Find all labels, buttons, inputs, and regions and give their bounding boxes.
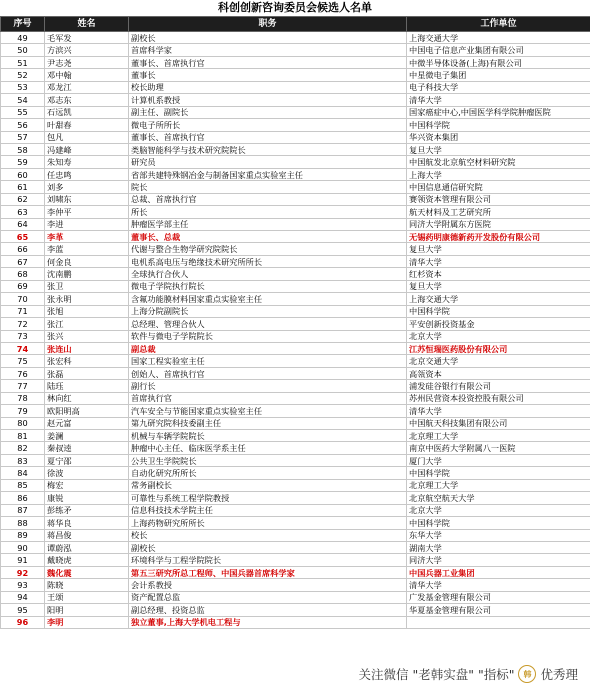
cell-organization: 红杉资本 xyxy=(407,268,590,280)
cell-number: 60 xyxy=(1,168,45,180)
cell-number: 73 xyxy=(1,330,45,342)
cell-title: 微电子学院执行院长 xyxy=(129,280,407,292)
cell-organization: 北京交通大学 xyxy=(407,355,590,367)
cell-organization: 浦发硅谷银行有限公司 xyxy=(407,380,590,392)
cell-organization: 江苏恒瑞医药股份有限公司 xyxy=(407,342,590,354)
table-row[interactable] xyxy=(1,218,590,230)
table-row[interactable] xyxy=(1,504,590,516)
cell-organization: 同济大学附属东方医院 xyxy=(407,218,590,230)
cell-number: 53 xyxy=(1,81,45,93)
cell-organization: 厦门大学 xyxy=(407,454,590,466)
cell-title: 软件与微电子学院院长 xyxy=(129,330,407,342)
cell-title: 省部共建特殊钢冶金与制备国家重点实验室主任 xyxy=(129,168,407,180)
table-row[interactable] xyxy=(1,492,590,504)
table-row[interactable] xyxy=(1,541,590,553)
table-row[interactable] xyxy=(1,392,590,404)
cell-title: 总经理、管理合伙人 xyxy=(129,318,407,330)
column-header-number[interactable]: 序号 xyxy=(1,17,45,32)
cell-name: 张兴 xyxy=(45,330,129,342)
cell-title: 环境科学与工程学院院长 xyxy=(129,554,407,566)
cell-organization: 苏州民营资本投资控股有限公司 xyxy=(407,392,590,404)
cell-title: 董事长、总裁 xyxy=(129,231,407,243)
cell-organization: 北京大学 xyxy=(407,504,590,516)
brand-logo-icon: 韩 xyxy=(518,665,536,683)
cell-title: 代谢与整合生物学研究院院长 xyxy=(129,243,407,255)
cell-title: 信息科技技术学院主任 xyxy=(129,504,407,516)
cell-name: 邓中翰 xyxy=(45,69,129,81)
cell-name: 任忠鸣 xyxy=(45,168,129,180)
table-row[interactable] xyxy=(1,318,590,330)
watermark-brand: 优秀理 xyxy=(540,667,578,682)
cell-number: 82 xyxy=(1,442,45,454)
cell-organization: 中国科学院 xyxy=(407,517,590,529)
table-row[interactable] xyxy=(1,591,590,603)
cell-name: 刘啸东 xyxy=(45,193,129,205)
cell-name: 戴晓虎 xyxy=(45,554,129,566)
table-row[interactable] xyxy=(1,380,590,392)
table-row[interactable] xyxy=(1,305,590,317)
cell-organization: 北京理工大学 xyxy=(407,479,590,491)
cell-title: 含氟功能膜材料国家重点实验室主任 xyxy=(129,293,407,305)
cell-name: 魏化震 xyxy=(45,566,129,578)
cell-name: 夏宁邵 xyxy=(45,454,129,466)
table-row[interactable] xyxy=(1,517,590,529)
cell-number: 50 xyxy=(1,44,45,56)
table-row[interactable] xyxy=(1,156,590,168)
cell-organization: 复旦大学 xyxy=(407,143,590,155)
cell-organization: 中国兵器工业集团 xyxy=(407,566,590,578)
cell-title: 副总经理、投资总监 xyxy=(129,604,407,616)
cell-title: 公共卫生学院院长 xyxy=(129,454,407,466)
cell-name: 李革 xyxy=(45,231,129,243)
cell-number: 74 xyxy=(1,342,45,354)
table-row[interactable] xyxy=(1,32,590,44)
cell-title: 副主任、副院长 xyxy=(129,106,407,118)
cell-name: 邓龙江 xyxy=(45,81,129,93)
table-row[interactable] xyxy=(1,69,590,81)
cell-organization: 东华大学 xyxy=(407,529,590,541)
table-row[interactable] xyxy=(1,181,590,193)
cell-number: 86 xyxy=(1,492,45,504)
cell-title: 第九研究院科技委副主任 xyxy=(129,417,407,429)
cell-name: 邓志东 xyxy=(45,94,129,106)
table-header xyxy=(1,17,590,32)
cell-title: 全球执行合伙人 xyxy=(129,268,407,280)
cell-organization: 同济大学 xyxy=(407,554,590,566)
cell-number: 87 xyxy=(1,504,45,516)
cell-title: 肿瘤医学部主任 xyxy=(129,218,407,230)
cell-number: 68 xyxy=(1,268,45,280)
table-row[interactable] xyxy=(1,94,590,106)
table-row[interactable] xyxy=(1,579,590,591)
cell-title: 独立董事,上海大学机电工程与 xyxy=(129,616,407,628)
cell-name: 林向红 xyxy=(45,392,129,404)
cell-title: 董事长、首席执行官 xyxy=(129,131,407,143)
cell-title: 副总裁 xyxy=(129,342,407,354)
table-row[interactable] xyxy=(1,604,590,616)
cell-title: 创始人、首席执行官 xyxy=(129,367,407,379)
cell-name: 徐波 xyxy=(45,467,129,479)
cell-title: 上海分院副院长 xyxy=(129,305,407,317)
cell-title: 副行长 xyxy=(129,380,407,392)
cell-name: 石远凯 xyxy=(45,106,129,118)
table-row[interactable] xyxy=(1,81,590,93)
table-row[interactable] xyxy=(1,442,590,454)
cell-number: 88 xyxy=(1,517,45,529)
cell-name: 阳明 xyxy=(45,604,129,616)
cell-title: 肿瘤中心主任、临床医学系主任 xyxy=(129,442,407,454)
cell-number: 71 xyxy=(1,305,45,317)
cell-organization: 高瓴资本 xyxy=(407,367,590,379)
cell-name: 张卫 xyxy=(45,280,129,292)
cell-number: 92 xyxy=(1,566,45,578)
table-row[interactable] xyxy=(1,231,590,243)
cell-name: 叶甜春 xyxy=(45,119,129,131)
cell-organization: 清华大学 xyxy=(407,255,590,267)
cell-number: 94 xyxy=(1,591,45,603)
cell-title: 院长 xyxy=(129,181,407,193)
table-row[interactable] xyxy=(1,280,590,292)
cell-name: 陆珏 xyxy=(45,380,129,392)
cell-number: 65 xyxy=(1,231,45,243)
cell-organization: 国家癌症中心,中国医学科学院肿瘤医院 xyxy=(407,106,590,118)
cell-title: 汽车安全与节能国家重点实验室主任 xyxy=(129,405,407,417)
table-row[interactable] xyxy=(1,44,590,56)
cell-name: 姜澜 xyxy=(45,430,129,442)
cell-name: 沈南鹏 xyxy=(45,268,129,280)
cell-name: 蒋华良 xyxy=(45,517,129,529)
cell-number: 91 xyxy=(1,554,45,566)
table-row[interactable] xyxy=(1,255,590,267)
table-row[interactable] xyxy=(1,417,590,429)
cell-title: 总裁、首席执行官 xyxy=(129,193,407,205)
cell-name: 谭蔚泓 xyxy=(45,541,129,553)
cell-organization: 复旦大学 xyxy=(407,280,590,292)
cell-number: 79 xyxy=(1,405,45,417)
cell-number: 75 xyxy=(1,355,45,367)
cell-organization: 上海交通大学 xyxy=(407,293,590,305)
cell-number: 76 xyxy=(1,367,45,379)
cell-title: 首席科学家 xyxy=(129,44,407,56)
table-row[interactable] xyxy=(1,566,590,578)
cell-title: 副校长 xyxy=(129,32,407,44)
table-row[interactable] xyxy=(1,131,590,143)
wechat-watermark xyxy=(250,662,590,686)
cell-name: 尹志尧 xyxy=(45,56,129,68)
cell-name: 李进 xyxy=(45,218,129,230)
cell-number: 56 xyxy=(1,119,45,131)
cell-organization xyxy=(407,616,590,628)
cell-name: 康锐 xyxy=(45,492,129,504)
cell-name: 何金良 xyxy=(45,255,129,267)
table-body xyxy=(1,32,590,629)
cell-title: 类脑智能科学与技术研究院院长 xyxy=(129,143,407,155)
cell-number: 81 xyxy=(1,430,45,442)
cell-organization: 中微半导体设备(上海)有限公司 xyxy=(407,56,590,68)
cell-title: 微电子所所长 xyxy=(129,119,407,131)
cell-name: 张宏科 xyxy=(45,355,129,367)
table-row[interactable] xyxy=(1,430,590,442)
cell-title: 校长 xyxy=(129,529,407,541)
cell-number: 72 xyxy=(1,318,45,330)
table-row[interactable] xyxy=(1,56,590,68)
cell-organization: 北京理工大学 xyxy=(407,430,590,442)
cell-organization: 清华大学 xyxy=(407,579,590,591)
cell-number: 55 xyxy=(1,106,45,118)
table-row[interactable] xyxy=(1,193,590,205)
cell-name: 秦叔逵 xyxy=(45,442,129,454)
table-row[interactable] xyxy=(1,467,590,479)
cell-number: 57 xyxy=(1,131,45,143)
cell-number: 49 xyxy=(1,32,45,44)
table-row[interactable] xyxy=(1,243,590,255)
table-row[interactable] xyxy=(1,119,590,131)
cell-organization: 上海大学 xyxy=(407,168,590,180)
cell-organization: 中国电子信息产业集团有限公司 xyxy=(407,44,590,56)
cell-organization: 无锡药明康德新药开发股份有限公司 xyxy=(407,231,590,243)
cell-name: 张磊 xyxy=(45,367,129,379)
cell-title: 自动化研究所所长 xyxy=(129,467,407,479)
cell-title: 董事长 xyxy=(129,69,407,81)
cell-name: 梅宏 xyxy=(45,479,129,491)
cell-name: 陈晓 xyxy=(45,579,129,591)
cell-name: 张旭 xyxy=(45,305,129,317)
cell-number: 89 xyxy=(1,529,45,541)
column-header-name[interactable]: 姓名 xyxy=(45,17,129,32)
cell-number: 64 xyxy=(1,218,45,230)
cell-title: 第五三研究所总工程师、中国兵器首席科学家 xyxy=(129,566,407,578)
cell-organization: 航天材料及工艺研究所 xyxy=(407,206,590,218)
cell-title: 会计系教授 xyxy=(129,579,407,591)
cell-number: 80 xyxy=(1,417,45,429)
table-row[interactable] xyxy=(1,330,590,342)
cell-organization: 电子科技大学 xyxy=(407,81,590,93)
cell-number: 85 xyxy=(1,479,45,491)
cell-number: 52 xyxy=(1,69,45,81)
cell-organization: 北京大学 xyxy=(407,330,590,342)
cell-number: 83 xyxy=(1,454,45,466)
cell-number: 96 xyxy=(1,616,45,628)
cell-organization: 复旦大学 xyxy=(407,243,590,255)
cell-organization: 中星微电子集团 xyxy=(407,69,590,81)
cell-organization: 平安创新投资基金 xyxy=(407,318,590,330)
cell-organization: 华夏基金管理有限公司 xyxy=(407,604,590,616)
cell-number: 51 xyxy=(1,56,45,68)
cell-name: 彭练矛 xyxy=(45,504,129,516)
cell-organization: 湖南大学 xyxy=(407,541,590,553)
cell-title: 副校长 xyxy=(129,541,407,553)
table-row[interactable] xyxy=(1,616,590,628)
cell-name: 王颂 xyxy=(45,591,129,603)
cell-number: 58 xyxy=(1,143,45,155)
cell-name: 方滨兴 xyxy=(45,44,129,56)
cell-title: 计算机系教授 xyxy=(129,94,407,106)
cell-organization: 赛领资本管理有限公司 xyxy=(407,193,590,205)
cell-number: 66 xyxy=(1,243,45,255)
cell-number: 59 xyxy=(1,156,45,168)
cell-number: 95 xyxy=(1,604,45,616)
cell-name: 毛军发 xyxy=(45,32,129,44)
cell-number: 84 xyxy=(1,467,45,479)
table-row[interactable] xyxy=(1,405,590,417)
cell-name: 冯建峰 xyxy=(45,143,129,155)
cell-organization: 中国航发北京航空材料研究院 xyxy=(407,156,590,168)
watermark-item-2: "指标" xyxy=(477,667,515,682)
cell-title: 所长 xyxy=(129,206,407,218)
sheet-title: 科创创新咨询委员会候选人名单 xyxy=(218,1,372,14)
cell-name: 刘多 xyxy=(45,181,129,193)
table-row[interactable] xyxy=(1,454,590,466)
column-header-organization[interactable]: 工作单位 xyxy=(407,17,590,32)
cell-name: 李明 xyxy=(45,616,129,628)
table-row[interactable] xyxy=(1,106,590,118)
cell-number: 69 xyxy=(1,280,45,292)
cell-number: 78 xyxy=(1,392,45,404)
cell-name: 蒋昌俊 xyxy=(45,529,129,541)
cell-organization: 清华大学 xyxy=(407,94,590,106)
cell-name: 张连山 xyxy=(45,342,129,354)
table-row[interactable] xyxy=(1,293,590,305)
cell-name: 张江 xyxy=(45,318,129,330)
cell-organization: 中国航天科技集团有限公司 xyxy=(407,417,590,429)
cell-title: 董事长、首席执行官 xyxy=(129,56,407,68)
cell-number: 70 xyxy=(1,293,45,305)
cell-name: 欧阳明高 xyxy=(45,405,129,417)
table-row[interactable] xyxy=(1,268,590,280)
cell-organization: 清华大学 xyxy=(407,405,590,417)
cell-organization: 上海交通大学 xyxy=(407,32,590,44)
watermark-item-1: "老韩实盘" xyxy=(412,667,474,682)
cell-number: 61 xyxy=(1,181,45,193)
cell-organization: 中国科学院 xyxy=(407,467,590,479)
cell-organization: 华兴资本集团 xyxy=(407,131,590,143)
cell-number: 62 xyxy=(1,193,45,205)
cell-title: 资产配置总监 xyxy=(129,591,407,603)
table-row[interactable] xyxy=(1,342,590,354)
cell-organization: 南京中医药大学附属八一医院 xyxy=(407,442,590,454)
cell-organization: 北京航空航天大学 xyxy=(407,492,590,504)
cell-title: 上海药物研究所所长 xyxy=(129,517,407,529)
cell-number: 67 xyxy=(1,255,45,267)
table-row[interactable] xyxy=(1,355,590,367)
cell-number: 77 xyxy=(1,380,45,392)
cell-title: 机械与车辆学院院长 xyxy=(129,430,407,442)
cell-title: 首席执行官 xyxy=(129,392,407,404)
table-row[interactable] xyxy=(1,168,590,180)
table-row[interactable] xyxy=(1,479,590,491)
cell-name: 张永明 xyxy=(45,293,129,305)
cell-number: 63 xyxy=(1,206,45,218)
candidate-table xyxy=(0,16,590,629)
cell-title: 研究员 xyxy=(129,156,407,168)
cell-number: 90 xyxy=(1,541,45,553)
watermark-prefix: 关注微信 xyxy=(358,667,409,682)
cell-organization: 中国信息通信研究院 xyxy=(407,181,590,193)
cell-name: 李仲平 xyxy=(45,206,129,218)
cell-organization: 中国科学院 xyxy=(407,305,590,317)
cell-title: 可靠性与系统工程学院教授 xyxy=(129,492,407,504)
cell-title: 常务副校长 xyxy=(129,479,407,491)
table-row[interactable] xyxy=(1,206,590,218)
table-row[interactable] xyxy=(1,143,590,155)
cell-number: 93 xyxy=(1,579,45,591)
cell-title: 校长助理 xyxy=(129,81,407,93)
cell-name: 包凡 xyxy=(45,131,129,143)
cell-number: 54 xyxy=(1,94,45,106)
cell-organization: 广发基金管理有限公司 xyxy=(407,591,590,603)
cell-organization: 中国科学院 xyxy=(407,119,590,131)
table-row[interactable] xyxy=(1,529,590,541)
cell-title: 国家工程实验室主任 xyxy=(129,355,407,367)
column-header-title[interactable]: 职务 xyxy=(129,17,407,32)
table-row[interactable] xyxy=(1,367,590,379)
table-row[interactable] xyxy=(1,554,590,566)
cell-name: 李蓝 xyxy=(45,243,129,255)
cell-name: 朱知寿 xyxy=(45,156,129,168)
cell-title: 电机系高电压与绝缘技术研究所所长 xyxy=(129,255,407,267)
cell-name: 赵元富 xyxy=(45,417,129,429)
